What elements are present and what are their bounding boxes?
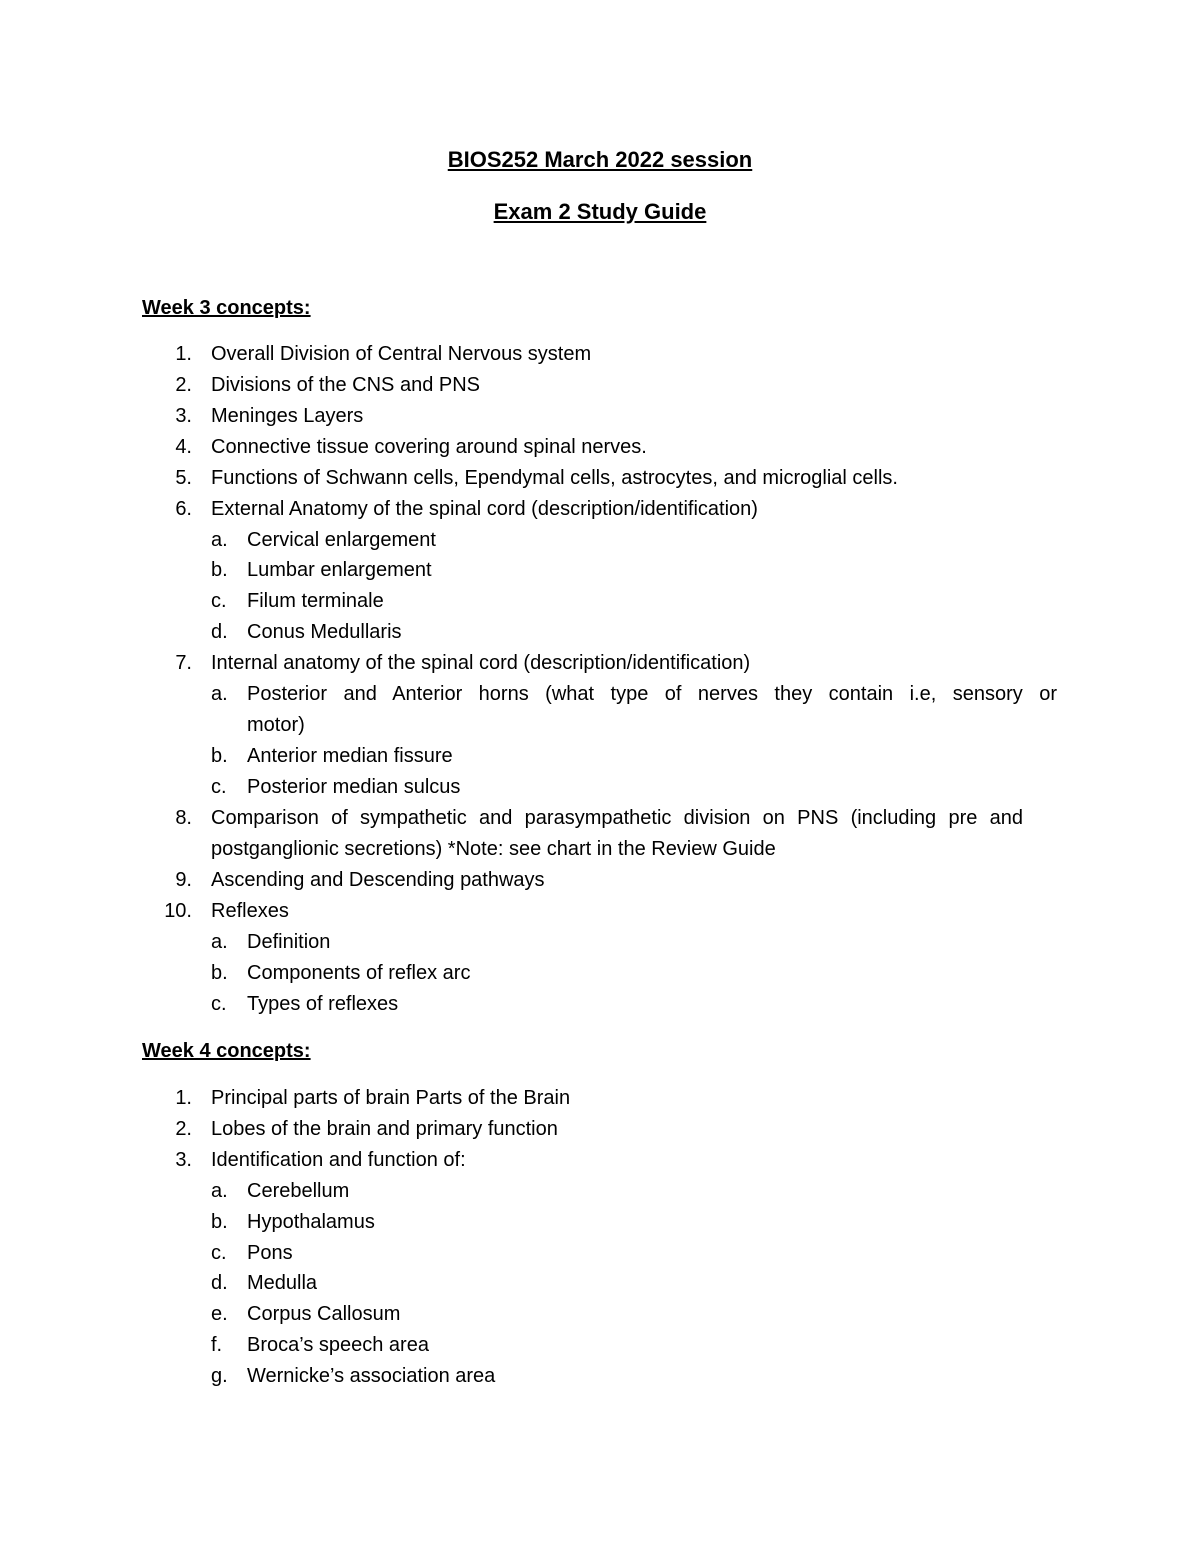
item-text: Wernicke’s association area (247, 1365, 496, 1387)
document-subtitle: Exam 2 Study Guide (493, 199, 707, 224)
item-letter: c. (211, 590, 227, 612)
item-text: motor) (247, 714, 305, 736)
item-number: 1. (175, 1087, 192, 1109)
item-text: Posterior median sulcus (247, 776, 461, 798)
item-text: Components of reflex arc (247, 962, 471, 984)
week3-heading: Week 3 concepts: (142, 297, 311, 319)
item-letter: g. (211, 1365, 228, 1387)
item-text: Internal anatomy of the spinal cord (description/identification) (211, 652, 751, 674)
item-text: Meninges Layers (211, 405, 364, 427)
item-number: 2. (175, 374, 192, 396)
item-text: Lumbar enlargement (247, 559, 432, 581)
item-letter: b. (211, 1211, 228, 1233)
item-text: Corpus Callosum (247, 1303, 401, 1325)
item-text: Types of reflexes (247, 993, 399, 1015)
item-number: 5. (175, 467, 192, 489)
item-letter: a. (211, 1180, 228, 1202)
item-text: Posterior and Anterior horns (what type of nerves they contain i.e, sensory or (247, 683, 1057, 705)
item-letter: b. (211, 962, 228, 984)
item-number: 4. (175, 436, 192, 458)
item-text: Reflexes (211, 900, 289, 922)
item-text: Functions of Schwann cells, Ependymal cells, astrocytes, and microglial cells. (211, 467, 898, 489)
item-number: 9. (175, 869, 192, 891)
item-letter: c. (211, 1242, 227, 1264)
item-number: 10. (164, 900, 192, 922)
item-text: Definition (247, 931, 331, 953)
item-letter: d. (211, 1272, 228, 1294)
item-number: 2. (175, 1118, 192, 1140)
item-letter: d. (211, 621, 228, 643)
item-letter: f. (211, 1334, 223, 1356)
item-text: Medulla (247, 1272, 318, 1294)
item-text: Comparison of sympathetic and parasympathetic division on PNS (including pre and (211, 807, 1023, 829)
week4-heading: Week 4 concepts: (142, 1040, 311, 1062)
item-text: Broca’s speech area (247, 1334, 429, 1356)
item-letter: c. (211, 993, 227, 1015)
document-title: BIOS252 March 2022 session (447, 147, 753, 172)
item-number: 3. (175, 1149, 192, 1171)
item-text: postganglionic secretions) *Note: see chart in the Review Guide (211, 838, 776, 860)
item-number: 3. (175, 405, 192, 427)
item-text: Filum terminale (247, 590, 384, 612)
item-letter: e. (211, 1303, 228, 1325)
item-letter: b. (211, 745, 228, 767)
item-text: Connective tissue covering around spinal nerves. (211, 436, 647, 458)
item-letter: a. (211, 529, 228, 551)
item-text: Identification and function of: (211, 1149, 466, 1171)
item-number: 8. (175, 807, 192, 829)
item-number: 6. (175, 498, 192, 520)
item-text: Divisions of the CNS and PNS (211, 374, 481, 396)
item-number: 7. (175, 652, 192, 674)
item-text: Cervical enlargement (247, 529, 436, 551)
item-text: Overall Division of Central Nervous system (211, 343, 592, 365)
item-letter: a. (211, 931, 228, 953)
item-text: Hypothalamus (247, 1211, 375, 1233)
item-text: Pons (247, 1242, 293, 1264)
item-text: Conus Medullaris (247, 621, 402, 643)
item-text: Cerebellum (247, 1180, 350, 1202)
item-letter: c. (211, 776, 227, 798)
item-letter: a. (211, 683, 228, 705)
item-text: Ascending and Descending pathways (211, 869, 545, 891)
item-text: Principal parts of brain Parts of the Brain (211, 1087, 571, 1109)
item-number: 1. (175, 343, 192, 365)
item-letter: b. (211, 559, 228, 581)
item-text: Lobes of the brain and primary function (211, 1118, 558, 1140)
item-text: External Anatomy of the spinal cord (description/identification) (211, 498, 758, 520)
item-text: Anterior median fissure (247, 745, 453, 767)
